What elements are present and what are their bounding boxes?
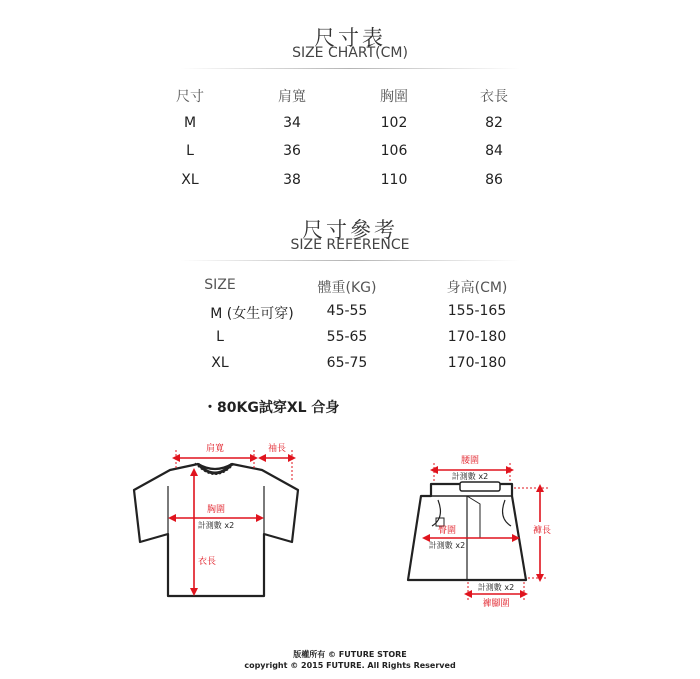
size-reference-cell: 55-65 xyxy=(326,329,368,345)
size-reference-divider xyxy=(180,260,520,261)
hip-label: 臀圍 xyxy=(437,526,457,536)
measurement-diagrams xyxy=(0,430,700,630)
size-reference-title: 尺寸參考 xyxy=(302,218,398,242)
size-reference-cell: L xyxy=(216,329,224,345)
fit-note: ・80KG試穿XL 合身 xyxy=(203,400,340,416)
size-chart-header-size: 尺寸 xyxy=(176,89,204,105)
size-chart-header-length: 衣長 xyxy=(480,89,508,105)
size-reference-cell: M (女生可穿) xyxy=(210,306,294,322)
skirt-diagram xyxy=(408,455,551,609)
size-chart-cell: 106 xyxy=(380,143,408,159)
size-reference-header-weight: 體重(KG) xyxy=(317,280,377,296)
size-chart-cell: 38 xyxy=(283,172,301,188)
size-chart-cell: 36 xyxy=(283,143,301,159)
tshirt-diagram xyxy=(134,442,298,596)
size-chart-subtitle: SIZE CHART(CM) xyxy=(292,45,408,61)
chest-note: 計測數 x2 xyxy=(197,521,235,530)
size-reference-cell: 155-165 xyxy=(447,303,507,319)
size-reference-cell: 65-75 xyxy=(326,355,368,371)
tshirt-outline xyxy=(134,464,298,596)
chest-label: 胸圍 xyxy=(206,505,226,515)
size-reference-cell: 45-55 xyxy=(326,303,368,319)
size-chart-cell: 84 xyxy=(485,143,503,159)
shoulder-label: 肩寬 xyxy=(205,444,225,454)
length-label: 衣長 xyxy=(198,557,217,567)
size-reference-cell: 170-180 xyxy=(447,355,507,371)
size-chart-cell: L xyxy=(186,143,194,159)
size-chart-cell: 110 xyxy=(380,172,408,188)
size-reference-subtitle: SIZE REFERENCE xyxy=(290,237,410,253)
waist-note: 計測數 x2 xyxy=(451,472,489,481)
size-reference-cell: 170-180 xyxy=(447,329,507,345)
hem-label: 褲腳圍 xyxy=(482,599,510,609)
hem-note: 計測數 x2 xyxy=(477,583,515,592)
waist-label: 腰圍 xyxy=(460,456,480,466)
size-reference-header-height: 身高(CM) xyxy=(446,280,508,296)
size-chart-header-chest: 胸圍 xyxy=(380,89,408,105)
footer-copyright-zh: 版權所有 © FUTURE STORE xyxy=(293,650,407,659)
size-reference-cell: XL xyxy=(211,355,229,371)
size-chart-cell: XL xyxy=(181,172,199,188)
size-chart-divider xyxy=(180,68,520,69)
size-chart-cell: 102 xyxy=(380,115,408,131)
size-chart-header-shoulder: 肩寬 xyxy=(278,89,306,105)
size-chart-title: 尺寸表 xyxy=(314,26,386,50)
size-chart-cell: M xyxy=(183,115,197,131)
size-chart-cell: 86 xyxy=(485,172,503,188)
footer-copyright-en: copyright © 2015 FUTURE. All Rights Reserved xyxy=(244,661,456,670)
sleeve-label: 袖長 xyxy=(267,444,287,454)
size-reference-header-size: SIZE xyxy=(204,277,236,293)
size-chart-cell: 34 xyxy=(283,115,301,131)
skirt-length-label: 褲長 xyxy=(532,526,552,536)
size-chart-cell: 82 xyxy=(485,115,503,131)
hip-note: 計測數 x2 xyxy=(428,541,466,550)
